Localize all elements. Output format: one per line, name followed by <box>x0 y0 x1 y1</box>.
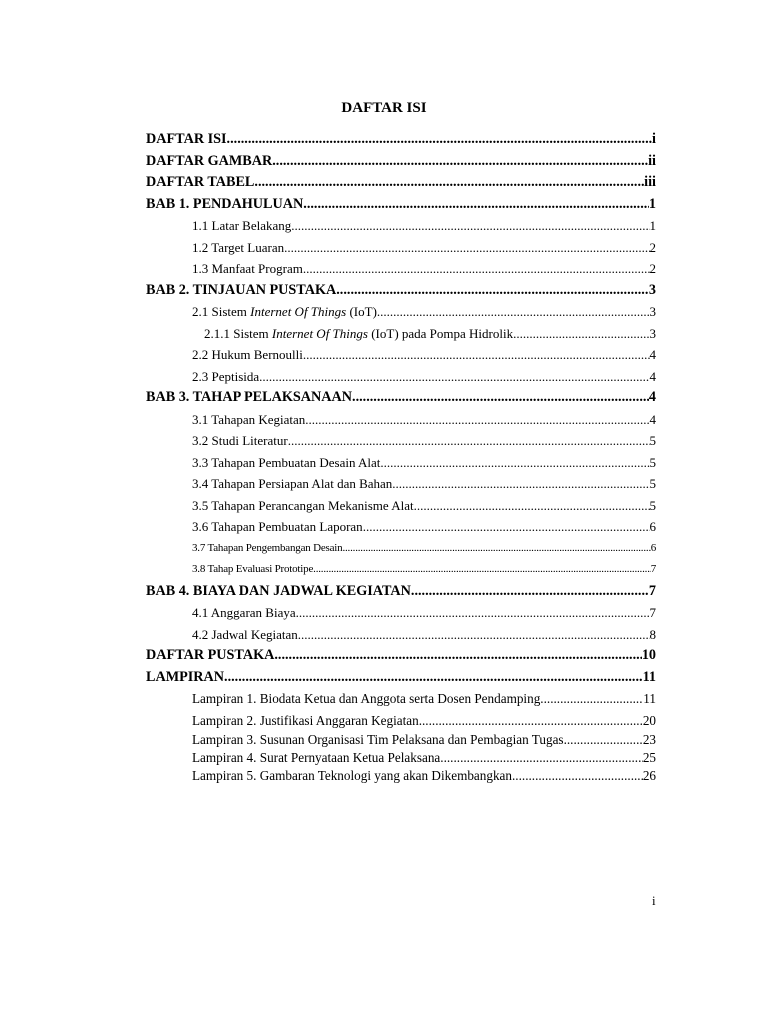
toc-entry-page: 23 <box>642 732 656 747</box>
toc-entry <box>204 323 656 345</box>
toc-entry <box>192 215 656 237</box>
toc-entry-label: 3.1 Tahapan Kegiatan <box>192 411 306 427</box>
toc-dot-leader <box>414 495 650 517</box>
toc-entry-page: 1 <box>649 218 656 233</box>
toc-entry-label: 3.6 Tahapan Pembuatan Laporan <box>192 519 363 534</box>
toc-entry <box>146 645 656 667</box>
toc-entry-page: 3 <box>649 325 656 341</box>
toc-entry-label-italic: Internet Of Things <box>271 325 368 341</box>
toc-entry-label: Lampiran 5. Gambaran Teknologi yang akan Dikembangkan <box>192 768 512 783</box>
toc-entry-label: 3.5 Tahapan Perancangan Mekanisme Alat <box>192 497 414 513</box>
toc-entry-label: 1.1 Latar Belakang <box>192 218 292 233</box>
toc-entry <box>192 237 656 259</box>
table-of-contents <box>146 129 656 785</box>
toc-entry-label: DAFTAR TABEL <box>146 174 255 190</box>
toc-entry-label <box>204 323 513 345</box>
toc-dot-leader <box>227 129 653 151</box>
toc-entry-label: 1.3 Manfaat Program <box>192 261 303 276</box>
toc-entry-page: 25 <box>642 750 656 765</box>
toc-entry-label <box>192 301 377 323</box>
toc-entry <box>192 688 656 710</box>
toc-entry-page: iii <box>644 174 656 190</box>
toc-dot-leader <box>392 473 649 495</box>
toc-entry <box>192 710 656 732</box>
toc-entry-label: 3.2 Studi Literatur <box>192 433 288 448</box>
toc-entry <box>192 731 656 749</box>
toc-dot-leader <box>377 301 650 323</box>
toc-dot-leader <box>274 645 641 667</box>
toc-entry-page: 20 <box>642 712 656 728</box>
toc-entry-label: Lampiran 1. Biodata Ketua dan Anggota serta Dosen Pendamping <box>192 691 541 706</box>
toc-entry <box>192 409 656 431</box>
toc-entry-page: 6 <box>649 519 656 534</box>
toc-entry-label: 3.7 Tahapan Pengembangan Desain <box>192 541 343 554</box>
toc-entry-label-italic: Internet Of Things <box>250 304 347 319</box>
toc-entry-label-prefix: 2.1 Sistem <box>192 304 251 319</box>
toc-entry-label: BAB 4. BIAYA DAN JADWAL KEGIATAN <box>146 582 411 599</box>
toc-entry <box>192 366 656 388</box>
toc-entry-page: ii <box>648 152 656 169</box>
toc-dot-leader <box>342 538 650 560</box>
toc-entry-page: 3 <box>649 304 656 319</box>
toc-dot-leader <box>440 749 643 767</box>
toc-entry-page: 3 <box>648 281 656 298</box>
toc-entry-label: BAB 3. TAHAP PELAKSANAAN <box>146 389 353 405</box>
toc-entry-label-suffix: (IoT) <box>346 304 377 319</box>
toc-entry-label: 2.2 Hukum Bernoulli <box>192 347 303 362</box>
toc-dot-leader <box>254 172 644 194</box>
toc-entry-label: BAB 2. TINJAUAN PUSTAKA <box>146 281 337 298</box>
toc-dot-leader <box>298 624 650 646</box>
toc-entry-page: 5 <box>649 454 656 470</box>
toc-dot-leader <box>288 430 650 452</box>
toc-entry-label-prefix: 2.1.1 Sistem <box>204 325 272 341</box>
toc-entry-page: 7 <box>648 582 656 599</box>
toc-entry <box>192 452 656 474</box>
toc-entry-page: 26 <box>642 768 656 783</box>
toc-entry <box>192 767 656 785</box>
toc-entry-page: 7 <box>650 563 656 575</box>
toc-entry-label: LAMPIRAN <box>146 668 225 685</box>
toc-entry <box>146 280 656 302</box>
toc-dot-leader <box>291 215 649 237</box>
toc-dot-leader <box>303 258 650 280</box>
toc-entry <box>146 667 656 689</box>
toc-dot-leader <box>303 194 649 216</box>
toc-entry <box>146 129 656 151</box>
toc-entry-label: 3.8 Tahap Evaluasi Prototipe <box>192 563 314 575</box>
toc-dot-leader <box>303 344 650 366</box>
toc-entry-page: 7 <box>649 605 656 620</box>
toc-entry-label: BAB 1. PENDAHULUAN <box>146 195 304 212</box>
toc-entry-page: 6 <box>650 541 656 554</box>
toc-entry <box>192 624 656 646</box>
toc-entry-page: 11 <box>643 691 656 706</box>
page-number: i <box>652 893 656 908</box>
toc-entry-label: Lampiran 4. Surat Pernyataan Ketua Pelaksana <box>192 750 441 765</box>
toc-entry-page: 4 <box>648 389 656 405</box>
toc-dot-leader <box>313 559 651 581</box>
toc-entry-page: 4 <box>649 411 656 427</box>
toc-entry-label: 4.2 Jadwal Kegiatan <box>192 626 298 642</box>
toc-entry-page: 2 <box>649 239 656 255</box>
toc-entry-page: i <box>652 131 656 147</box>
toc-entry <box>192 344 656 366</box>
toc-entry-page: 1 <box>648 195 656 212</box>
toc-dot-leader <box>224 667 643 689</box>
toc-entry <box>146 151 656 173</box>
toc-dot-leader <box>336 280 649 302</box>
toc-entry <box>192 516 656 538</box>
toc-entry-label: DAFTAR ISI <box>146 131 227 147</box>
toc-dot-leader <box>305 409 649 431</box>
toc-entry-page: 5 <box>649 433 656 448</box>
toc-entry-page: 11 <box>642 668 656 685</box>
toc-entry-label: 3.3 Tahapan Pembuatan Desain Alat <box>192 454 381 470</box>
toc-entry-page: 8 <box>649 626 656 642</box>
toc-entry <box>192 301 656 323</box>
toc-entry-label: Lampiran 3. Susunan Organisasi Tim Pelaksana dan Pembagian Tugas <box>192 732 564 747</box>
toc-entry-page: 5 <box>649 476 656 491</box>
toc-entry <box>146 581 656 603</box>
toc-entry-label: 4.1 Anggaran Biaya <box>192 605 296 620</box>
toc-entry <box>146 172 656 194</box>
toc-entry <box>192 473 656 495</box>
toc-entry-label: 3.4 Tahapan Persiapan Alat dan Bahan <box>192 476 393 491</box>
toc-entry-page: 4 <box>649 368 656 384</box>
page-title: DAFTAR ISI <box>341 100 427 116</box>
toc-dot-leader <box>512 767 643 785</box>
toc-dot-leader <box>272 151 648 173</box>
toc-entry <box>146 194 656 216</box>
toc-entry <box>192 258 656 280</box>
toc-dot-leader <box>380 452 649 474</box>
toc-entry <box>146 387 656 409</box>
toc-dot-leader <box>540 688 643 710</box>
toc-entry-page: 2 <box>649 261 656 276</box>
toc-entry <box>192 430 656 452</box>
toc-dot-leader <box>419 710 643 732</box>
toc-dot-leader <box>363 516 650 538</box>
toc-entry-page: 5 <box>649 497 656 513</box>
toc-dot-leader <box>296 602 650 624</box>
toc-entry <box>192 495 656 517</box>
toc-entry <box>192 559 656 581</box>
toc-entry-label-suffix: (IoT) pada Pompa Hidrolik <box>367 325 514 341</box>
toc-entry-label: DAFTAR GAMBAR <box>146 152 273 169</box>
toc-entry-label: 2.3 Peptisida <box>192 368 260 384</box>
toc-entry-page: 10 <box>641 647 656 663</box>
toc-dot-leader <box>284 237 649 259</box>
toc-entry-label: DAFTAR PUSTAKA <box>146 647 275 663</box>
toc-entry <box>192 602 656 624</box>
toc-entry <box>192 538 656 560</box>
toc-entry-label: 1.2 Target Luaran <box>192 239 285 255</box>
toc-entry <box>192 749 656 767</box>
toc-dot-leader <box>513 323 649 345</box>
toc-entry-label: Lampiran 2. Justifikasi Anggaran Kegiatan <box>192 712 419 728</box>
toc-dot-leader <box>564 731 643 749</box>
toc-dot-leader <box>411 581 649 603</box>
toc-entry-page: 4 <box>649 347 656 362</box>
toc-dot-leader <box>259 366 649 388</box>
toc-dot-leader <box>352 387 649 409</box>
